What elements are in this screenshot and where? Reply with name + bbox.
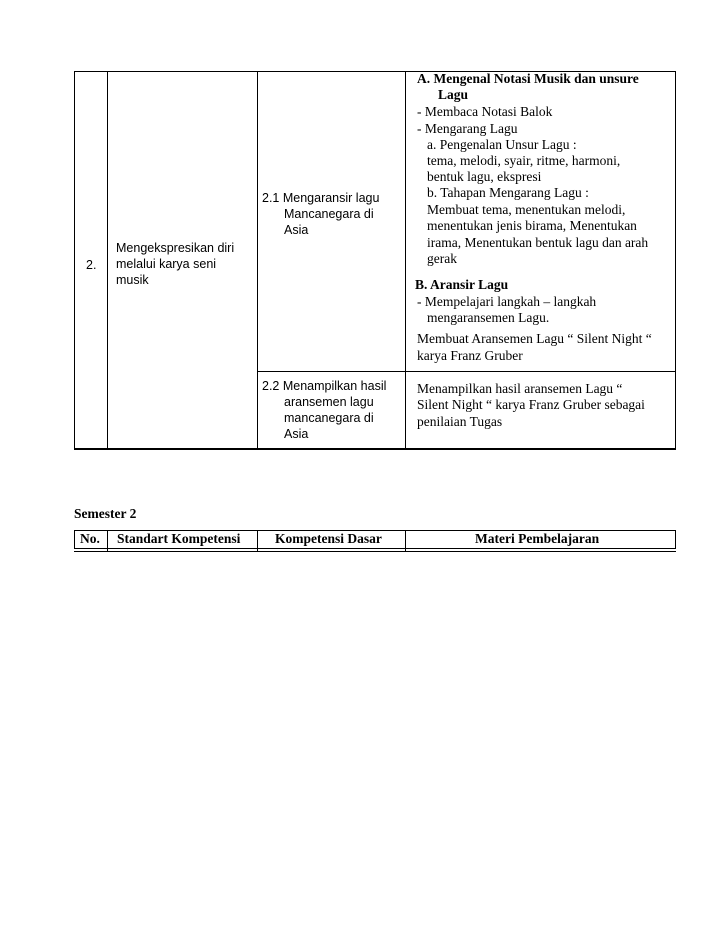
kd-2-1-line-1: 2.1 Mengaransir lagu [262,191,380,205]
kd-2-2-line-3: mancanegara di [284,411,374,425]
materi-b-item-1: - Mempelajari langkah – langkah [417,294,597,309]
materi-a-sub-b: b. Tahapan Mengarang Lagu : [427,185,589,200]
header-divider-kd [405,530,406,551]
kd-2-2-line-2: aransemen lagu [284,395,374,409]
materi-a-sub-b-line-1: Membuat tema, menentukan melodi, [427,202,626,217]
header-divider-no [107,530,108,551]
materi-a-sub-b-line-3: irama, Menentukan bentuk lagu dan arah [427,235,649,250]
header-col-materi: Materi Pembelajaran [475,531,600,546]
upper-table-double-border [74,449,676,450]
materi-a-sub-b-line-2: menentukan jenis birama, Menentukan [427,218,637,233]
kd-2-1-line-2: Mancanegara di [284,207,374,221]
materi-a-heading-1: A. Mengenal Notasi Musik dan unsure [417,71,639,86]
kd-2-1-line-3: Asia [284,223,309,237]
header-col-sk: Standart Kompetensi [117,531,241,546]
divider-sk [257,71,258,450]
materi-a-sub-a-line-2: bentuk lagu, ekspresi [427,169,542,184]
sk-line-2: melalui karya seni [116,257,217,271]
materi-b-heading: B. Aransir Lagu [415,277,509,292]
kd-2-2-line-1: 2.2 Menampilkan hasil [262,379,387,393]
divider-no [107,71,108,450]
materi-c-line-3: penilaian Tugas [417,414,503,429]
materi-a-item-2: - Mengarang Lagu [417,121,518,136]
materi-c-line-1: Menampilkan hasil aransemen Lagu “ [417,381,623,396]
header-divider-sk [257,530,258,551]
divider-kd-row [257,371,676,372]
materi-a-item-1: - Membaca Notasi Balok [417,104,553,119]
materi-a-sub-a-line-1: tema, melodi, syair, ritme, harmoni, [427,153,621,168]
header-col-no: No. [80,531,100,546]
materi-a-sub-a: a. Pengenalan Unsur Lagu : [427,137,577,152]
kd-2-2-line-4: Asia [284,427,309,441]
materi-a-sub-b-line-4: gerak [427,251,457,266]
semester-header-double-border [74,551,676,552]
row-number: 2. [86,258,97,272]
divider-kd [405,71,406,450]
materi-c-line-2: Silent Night “ karya Franz Gruber sebagai [417,397,645,412]
sk-line-1: Mengekspresikan diri [116,241,235,255]
sk-line-3: musik [116,273,149,287]
header-col-kd: Kompetensi Dasar [275,531,382,546]
materi-b-task-1: Membuat Aransemen Lagu “ Silent Night “ [417,331,652,346]
materi-b-task-2: karya Franz Gruber [417,348,523,363]
materi-a-heading-2: Lagu [438,87,469,102]
semester-label: Semester 2 [74,506,137,521]
materi-b-item-1-cont: mengaransemen Lagu. [427,310,550,325]
